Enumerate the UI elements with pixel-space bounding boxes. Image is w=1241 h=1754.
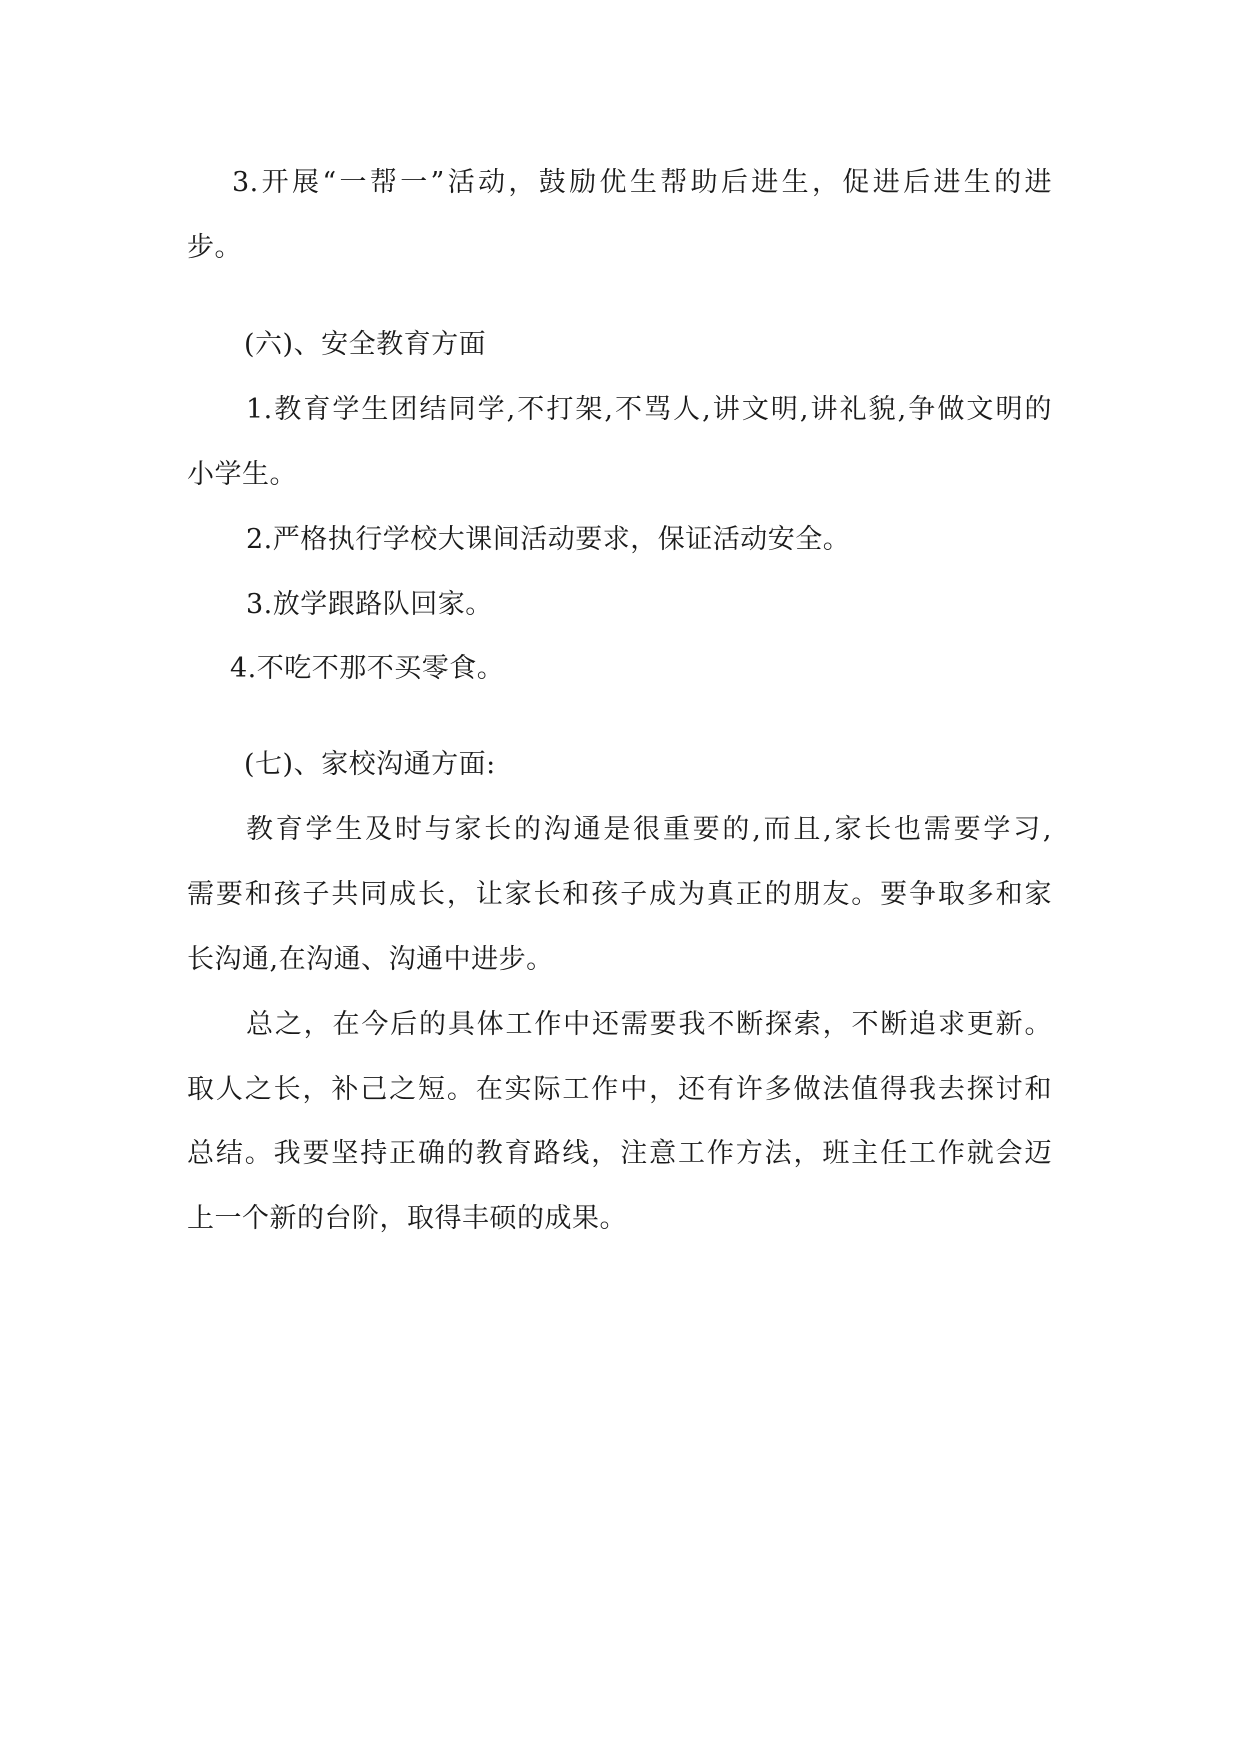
safety-item-4: 4.不吃不那不买零食。 [230,653,505,684]
paragraph-3-line-1: 3.开展“一帮一”活动，鼓励优生帮助后进生，促进后进生的进 [232,167,1052,198]
safety-item-1-line-2: 小学生。 [187,459,297,490]
section-7-heading: (七)、家校沟通方面: [244,749,496,780]
safety-item-3: 3.放学跟路队回家。 [246,589,493,620]
summary-line-1: 总之，在今后的具体工作中还需要我不断探索，不断追求更新。 [246,1009,1052,1040]
communication-line-1: 教育学生及时与家长的沟通是很重要的,而且,家长也需要学习, [246,814,1052,845]
section-6-heading: (六)、安全教育方面 [244,329,487,360]
summary-line-2: 取人之长，补己之短。在实际工作中，还有许多做法值得我去探讨和 [187,1074,1052,1105]
paragraph-3-line-2: 步。 [187,232,242,263]
safety-item-2: 2.严格执行学校大课间活动要求，保证活动安全。 [246,524,851,555]
communication-line-3: 长沟通,在沟通、沟通中进步。 [187,944,554,975]
communication-line-2: 需要和孩子共同成长，让家长和孩子成为真正的朋友。要争取多和家 [187,879,1052,910]
safety-item-1-line-1: 1.教育学生团结同学,不打架,不骂人,讲文明,讲礼貌,争做文明的 [246,394,1052,425]
summary-line-4: 上一个新的台阶，取得丰硕的成果。 [187,1203,627,1234]
summary-line-3: 总结。我要坚持正确的教育路线，注意工作方法，班主任工作就会迈 [187,1138,1052,1169]
